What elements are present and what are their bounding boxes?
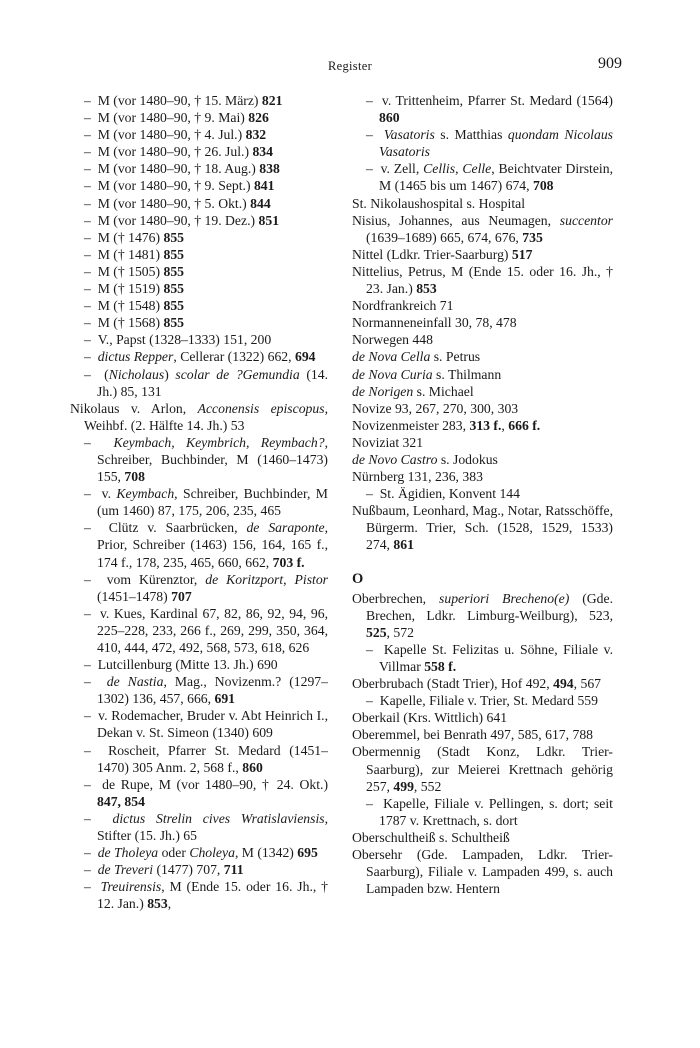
index-entry: Noviziat 321 — [352, 434, 424, 450]
index-subentry: – de Treveri (1477) 707, 711 — [84, 862, 244, 878]
index-subentry: – Clütz v. Saarbrücken, de Saraponte, Prior, Schreiber (1463) 156, 164, 165 f., 174 f., 178, 235, 465, 660, 662, 703 f. — [84, 520, 329, 570]
index-subentry: – M (vor 1480–90, † 15. März) 821 — [84, 93, 283, 108]
index-subentry: – M (vor 1480–90, † 4. Jul.) 832 — [84, 127, 267, 143]
index-column-left — [70, 92, 328, 913]
index-entry: Novize 93, 267, 270, 300, 303 — [352, 400, 519, 416]
index-subentry: – M († 1568) 855 — [84, 315, 184, 331]
index-entry: Obermennig (Stadt Konz, Ldkr. Trier-Saarburg), zur Meierei Krettnach gehörig 257, 499, 552 — [352, 744, 613, 794]
index-entry: Nikolaus v. Arlon, Acconensis episcopus, Weihbf. (2. Hälfte 14. Jh.) 53 — [70, 400, 328, 433]
index-subentry: – Treuirensis, M (Ende 15. oder 16. Jh., † 12. Jan.) 853, — [84, 879, 329, 912]
index-entry: de Nova Curia s. Thilmann — [352, 366, 502, 382]
index-entry: Nürnberg 131, 236, 383 — [352, 469, 483, 485]
index-subentry: – dictus Repper, Cellerar (1322) 662, 694 — [84, 349, 316, 365]
index-subentry: – M († 1476) 855 — [84, 229, 184, 245]
index-subentry: – de Nastia, Mag., Novizenm.? (1297–1302) 136, 457, 666, 691 — [84, 674, 328, 707]
index-entry: Oberbrechen, superiori Brecheno(e) (Gde. Brechen, Ldkr. Limburg-Weilburg), 523, 525, 572 — [352, 590, 613, 640]
index-subentry: – (Nicholaus) scolar de ?Gemundia (14. Jh.) 85, 131 — [84, 366, 328, 399]
index-subentry: – Kapelle, Filiale v. Trier, St. Medard 559 — [366, 693, 598, 709]
index-entry: St. Nikolaushospital s. Hospital — [352, 195, 525, 211]
running-head — [0, 57, 700, 77]
index-subentry: – v. Rodemacher, Bruder v. Abt Heinrich I., Dekan v. St. Simeon (1340) 609 — [84, 708, 328, 741]
index-entry: Nittel (Ldkr. Trier-Saarburg) 517 — [352, 246, 533, 262]
page-header-title: Register — [327, 59, 373, 73]
index-entry: Oberemmel, bei Benrath 497, 585, 617, 788 — [352, 727, 594, 743]
index-subentry: – M (vor 1480–90, † 5. Okt.) 844 — [84, 195, 271, 211]
index-subentry: – M († 1548) 855 — [84, 298, 184, 314]
index-entry: Normanneneinfall 30, 78, 478 — [352, 315, 517, 331]
index-subentry: – V., Papst (1328–1333) 151, 200 — [84, 332, 272, 348]
index-entry: Obersehr (Gde. Lampaden, Ldkr. Trier-Saarburg), Filiale v. Lampaden 499, s. auch Lampaden bzw. Hentern — [352, 847, 613, 897]
index-entry: Oberbrubach (Stadt Trier), Hof 492, 494, 567 — [352, 676, 602, 692]
index-subentry: – vom Kürenztor, de Koritzport, Pistor (1451–1478) 707 — [84, 571, 328, 604]
index-subentry: – M (vor 1480–90, † 18. Aug.) 838 — [84, 161, 280, 177]
index-subentry: – Vasatoris s. Matthias quondam Nicolaus Vasatoris — [366, 127, 613, 160]
index-subentry: – v. Zell, Cellis, Celle, Beichtvater Dirstein, M (1465 bis um 1467) 674, 708 — [366, 161, 613, 194]
index-subentry: – Lutcillenburg (Mitte 13. Jh.) 690 — [84, 657, 278, 673]
index-subentry: – M (vor 1480–90, † 9. Sept.) 841 — [84, 178, 275, 194]
index-subentry: – M († 1519) 855 — [84, 281, 184, 297]
index-subentry: – v. Keymbach, Schreiber, Buchbinder, M (um 1460) 87, 175, 206, 235, 465 — [84, 486, 328, 519]
index-entry: Nisius, Johannes, aus Neumagen, succentor (1639–1689) 665, 674, 676, 735 — [352, 212, 613, 245]
index-entry: Nußbaum, Leonhard, Mag., Notar, Ratsschöffe, Bürgerm. Trier, Sch. (1528, 1529, 1533) 274, 861 — [352, 503, 613, 553]
index-subentry: – Keymbach, Keymbrich, Reymbach?, Schreiber, Buchbinder, M (1460–1473) 155, 708 — [84, 434, 328, 485]
index-entry: de Nova Cella s. Petrus — [352, 349, 481, 365]
index-entry: de Novo Castro s. Jodokus — [352, 451, 498, 467]
index-subentry: – dictus Strelin cives Wratislaviensis, Stifter (15. Jh.) 65 — [84, 810, 329, 844]
index-entry: Novizenmeister 283, 313 f., 666 f. — [352, 417, 541, 433]
index-subentry: – M († 1481) 855 — [84, 246, 184, 262]
index-subentry: – v. Kues, Kardinal 67, 82, 86, 92, 94, 96, 225–228, 233, 266 f., 269, 299, 350, 364, 410, 444, 472, 492, 568, 573, 618, 626 — [84, 605, 328, 655]
page-number: 909 — [598, 55, 622, 72]
index-entry: Oberschultheiß s. Schultheiß — [352, 829, 510, 845]
index-entry: Norwegen 448 — [352, 332, 433, 348]
index-entry: Oberkail (Krs. Wittlich) 641 — [352, 710, 508, 726]
index-subentry: – M (vor 1480–90, † 26. Jul.) 834 — [84, 144, 273, 160]
index-section-letter: O — [352, 570, 364, 587]
index-subentry: – Roscheit, Pfarrer St. Medard (1451–1470) 305 Anm. 2, 568 f., 860 — [84, 742, 328, 775]
index-subentry: – M (vor 1480–90, † 19. Dez.) 851 — [84, 212, 280, 228]
index-subentry: – v. Trittenheim, Pfarrer St. Medard (1564) 860 — [366, 93, 613, 126]
index-subentry: – de Rupe, M (vor 1480–90, † 24. Okt.) 847, 854 — [84, 776, 328, 809]
index-subentry: – de Tholeya oder Choleya, M (1342) 695 — [84, 845, 318, 861]
index-subentry: – Kapelle, Filiale v. Pellingen, s. dort; seit 1787 v. Krettnach, s. dort — [366, 795, 613, 828]
index-subentry: – M (vor 1480–90, † 9. Mai) 826 — [84, 110, 269, 126]
index-subentry: – M († 1505) 855 — [84, 263, 184, 279]
index-subentry: – Kapelle St. Felizitas u. Söhne, Filiale v. Villmar 558 f. — [366, 641, 613, 674]
index-entry: Nordfrankreich 71 — [352, 298, 454, 314]
index-entry: de Norigen s. Michael — [352, 383, 474, 399]
index-column-right — [352, 92, 613, 897]
index-subentry: – St. Ägidien, Konvent 144 — [366, 486, 520, 502]
index-entry: Nittelius, Petrus, M (Ende 15. oder 16. Jh., † 23. Jan.) 853 — [352, 263, 613, 297]
